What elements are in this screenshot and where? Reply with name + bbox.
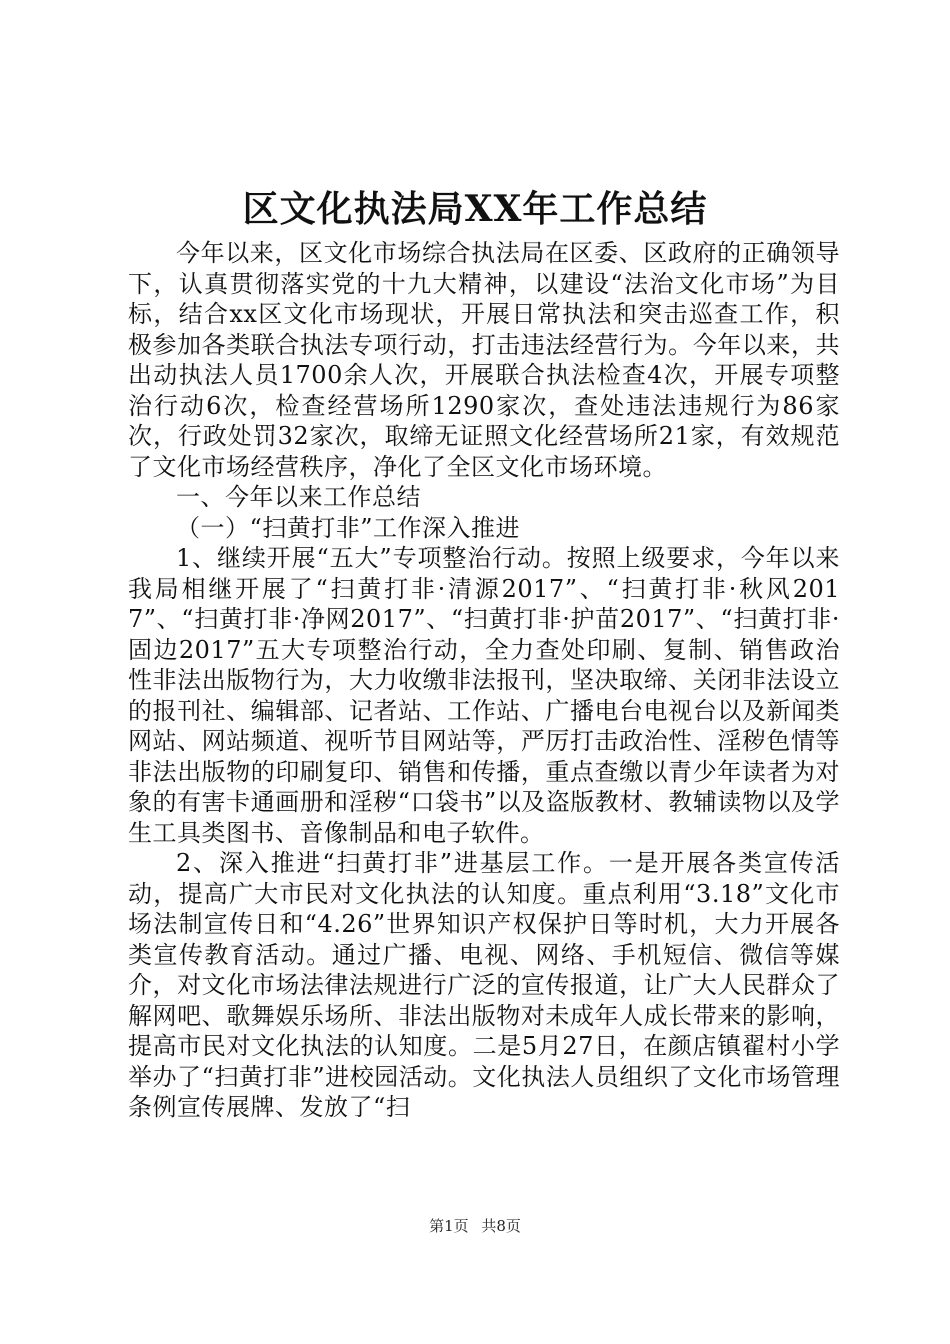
paragraph-item-1: 1、继续开展“五大”专项整治行动。按照上级要求，今年以来我局相继开展了“扫黄打非·清源2017”、“扫黄打非·秋风2017”、“扫黄打非·净网2017”、“扫黄打非·护苗2017”、“扫黄打非·固边2017”五大专项整治行动，全力查处印刷、复制、销售政治性非法出版物行为，大力收缴非法报刊，坚决取缔、关闭非法设立的报刊社、编辑部、记者站、工作站、广播电台电视台以及新闻类网站、网站频道、视听节目网站等，严厉打击政治性、淫秽色情等非法出版物的印刷复印、销售和传播，重点查缴以青少年读者为对象的有害卡通画册和淫秽“口袋书”以及盗版教材、教辅读物以及学生工具类图书、音像制品和电子软件。 [128,544,840,847]
paragraph-item-2: 2、深入推进“扫黄打非”进基层工作。一是开展各类宣传活动，提高广大市民对文化执法的认知度。重点利用“3.18”文化市场法制宣传日和“4.26”世界知识产权保护日等时机，大力开展各类宣传教育活动。通过广播、电视、网络、手机短信、微信等媒介，对文化市场法律法规进行广泛的宣传报道，让广大人民群众了解网吧、歌舞娱乐场所、非法出版物对未成年人成长带来的影响，提高市民对文化执法的认知度。二是5月27日，在颜店镇翟村小学举办了“扫黄打非”进校园活动。文化执法人员组织了文化市场管理条例宣传展牌、发放了“扫 [128,849,840,1121]
subsection-heading: （一）“扫黄打非”工作深入推进 [176,513,521,542]
page-total: 共8页 [481,1217,521,1235]
section-heading: 一、今年以来工作总结 [176,483,421,511]
page-footer [0,1216,950,1236]
document-title: 区文化执法局XX年工作总结 [242,188,708,230]
page-number: 第1页 [429,1217,469,1235]
paragraph-intro: 今年以来，区文化市场综合执法局在区委、区政府的正确领导下，认真贯彻落实党的十九大精神，以建设“法治文化市场”为目标，结合xx区文化市场现状，开展日常执法和突击巡查工作，积极参加各类联合执法专项行动，打击违法经营行为。今年以来，共出动执法人员1700余人次，开展联合执法检查4次，开展专项整治行动6次，检查经营场所1290家次，查处违法违规行为86家次，行政处罚32家次，取缔无证照文化经营场所21家，有效规范了文化市场经营秩序，净化了全区文化市场环境。 [128,239,840,481]
document-body [128,238,840,1123]
